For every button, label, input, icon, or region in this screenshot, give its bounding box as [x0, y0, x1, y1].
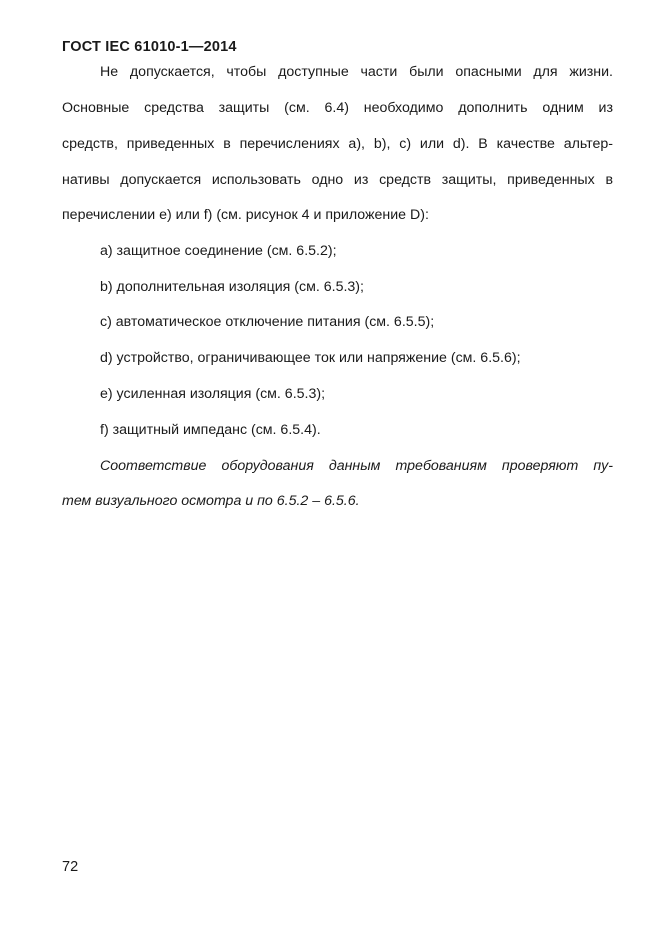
list-item: с) автоматическое отключение питания (см. 6.5.5);: [100, 314, 435, 330]
paragraph-line: Не допускается, чтобы доступные части были опасными для жизни.: [100, 64, 613, 80]
page-number: 72: [62, 859, 79, 875]
list-item: d) устройство, ограничивающее ток или напряжение (см. 6.5.6);: [100, 350, 521, 366]
list-item: а) защитное соединение (см. 6.5.2);: [100, 243, 337, 259]
paragraph-line: нативы допускается использовать одно из средств защиты, приведенных в: [62, 172, 613, 188]
paragraph-line: Основные средства защиты (см. 6.4) необходимо дополнить одним из: [62, 100, 613, 116]
paragraph-line: Соответствие оборудования данным требованиям проверяют пу-: [100, 458, 613, 474]
document-header: ГОСТ IEC 61010-1—2014: [62, 39, 237, 55]
list-item: f) защитный импеданс (см. 6.5.4).: [100, 422, 321, 438]
paragraph-line: средств, приведенных в перечислениях а), b), с) или d). В качестве альтер-: [62, 136, 613, 152]
list-item: е) усиленная изоляция (см. 6.5.3);: [100, 386, 326, 402]
list-item: b) дополнительная изоляция (см. 6.5.3);: [100, 279, 364, 295]
paragraph-line: перечислении е) или f) (см. рисунок 4 и приложение D):: [62, 207, 429, 223]
paragraph-line: тем визуального осмотра и по 6.5.2 – 6.5.6.: [62, 493, 360, 509]
